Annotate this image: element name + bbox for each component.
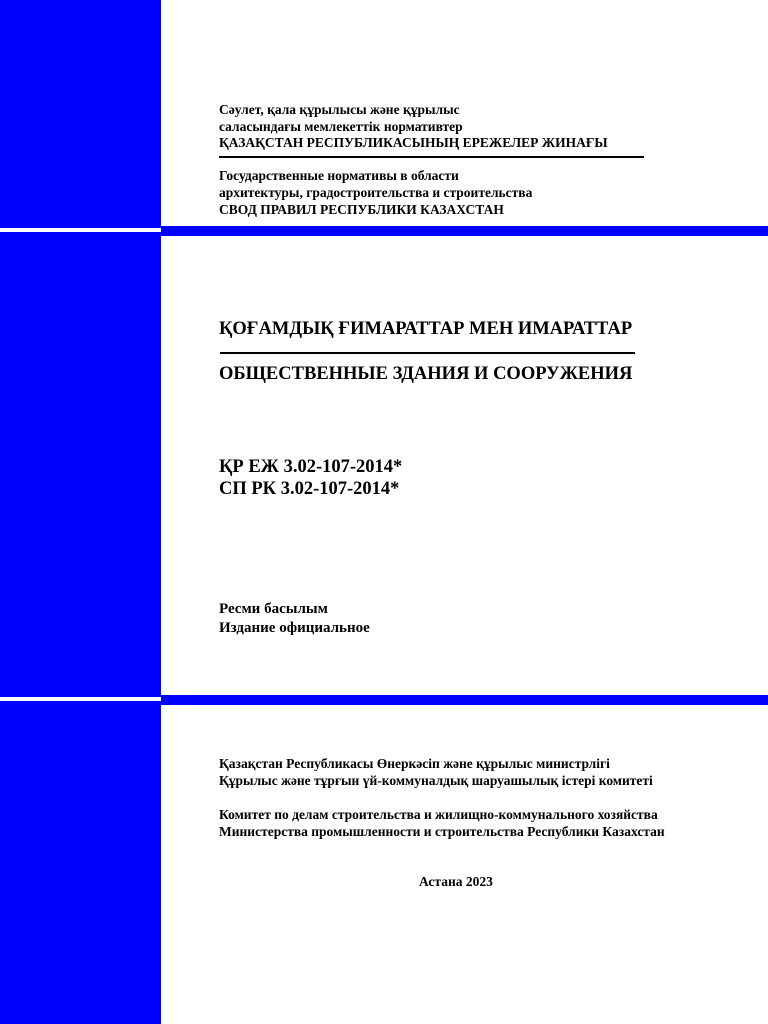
header-ru-line-1: Государственные нормативы в области (219, 168, 459, 183)
title-kz: ҚОҒАМДЫҚ ҒИМАРАТТАР МЕН ИМАРАТТАР (219, 319, 633, 339)
title-ru: ОБЩЕСТВЕННЫЕ ЗДАНИЯ И СООРУЖЕНИЯ (219, 364, 633, 384)
issuer-kz-line-2: Құрылыс және тұрғын үй-коммуналдық шаруашылық істері комитеті (219, 773, 653, 788)
header-kz-line-2: саласындағы мемлекеттік нормативтер (219, 119, 463, 134)
header-kz-line-3: ҚАЗАҚСТАН РЕСПУБЛИКАСЫНЫҢ ЕРЕЖЕЛЕР ЖИНАҒЫ (219, 135, 608, 150)
place-year: Астана 2023 (419, 874, 493, 889)
code-ru: СП РК 3.02-107-2014* (219, 479, 400, 499)
edition-kz: Ресми басылым (219, 601, 328, 617)
header-kz-line-1: Сәулет, қала құрылысы және құрылыс (219, 102, 460, 117)
edition-ru: Издание официальное (219, 620, 370, 636)
code-kz: ҚР ЕЖ 3.02-107-2014* (219, 457, 403, 477)
left-blue-bar (0, 0, 161, 1024)
header-divider (219, 156, 644, 158)
issuer-ru-line-2: Министерства промышленности и строительства Республики Казахстан (219, 824, 665, 839)
issuer-ru-line-1: Комитет по делам строительства и жилищно-коммунального хозяйства (219, 807, 658, 822)
upper-band-gap (0, 228, 161, 232)
title-divider (220, 352, 635, 354)
issuer-kz-line-1: Қазақстан Республикасы Өнеркәсіп және құрылыс министрлігі (219, 756, 610, 771)
lower-band-gap (0, 697, 161, 701)
header-ru-line-2: архитектуры, градостроительства и строительства (219, 185, 533, 200)
header-ru-line-3: СВОД ПРАВИЛ РЕСПУБЛИКИ КАЗАХСТАН (219, 202, 504, 217)
